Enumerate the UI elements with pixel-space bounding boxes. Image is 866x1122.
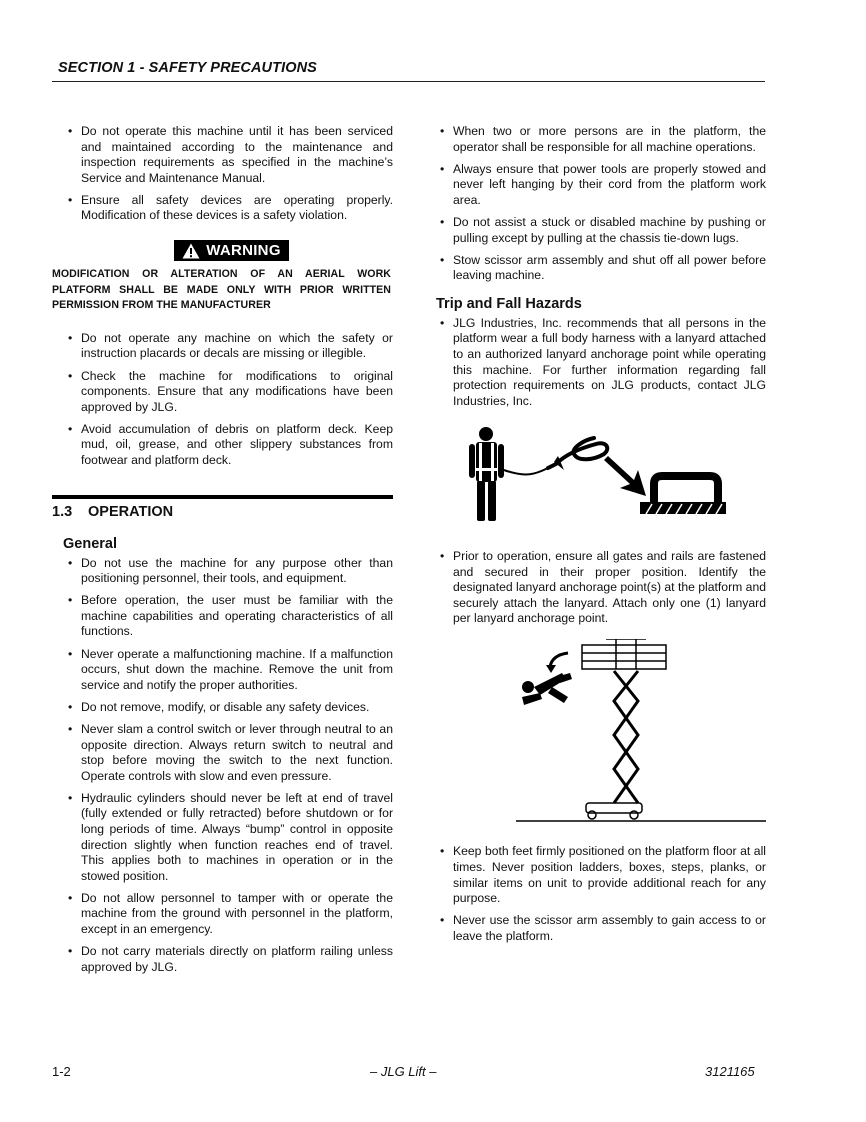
general-bullets xyxy=(52,556,393,976)
harness-person-icon xyxy=(469,427,504,521)
right-column xyxy=(436,124,766,951)
footer-brand: – JLG Lift – xyxy=(370,1064,437,1079)
list-item: • Always ensure that power tools are properly stowed and never left hanging by their cord from the platform work area. xyxy=(440,161,766,207)
anchorage-point-icon xyxy=(640,476,726,514)
list-item: • Do not assist a stuck or disabled machine by pushing or pulling except by pulling at the chassis tie-down lugs. xyxy=(440,214,766,245)
warning-triangle-icon xyxy=(182,243,200,259)
list-item: • Ensure all safety devices are operating properly. Modification of these devices is a safety violation. xyxy=(68,192,393,223)
list-item: • Check the machine for modifications to original components. Ensure that any modifications have been approved by JLG. xyxy=(68,368,393,414)
warning-banner xyxy=(174,240,289,261)
arrow-icon xyxy=(604,456,646,496)
list-item: • Never use the scissor arm assembly to gain access to or leave the platform. xyxy=(440,913,766,943)
lanyard-cord xyxy=(504,468,548,474)
right-top-bullets xyxy=(436,124,766,284)
list-item: • Stow scissor arm assembly and shut off all power before leaving machine. xyxy=(440,252,766,283)
scissor-arms-icon xyxy=(614,671,638,803)
chassis-icon xyxy=(586,803,642,819)
list-item: • Prior to operation, ensure all gates and rails are fastened and secured in their proper position. Identify the designated lanyard anchorage point(s) at the platform and securely attach the lanyard. Attach only one (1) lanyard per lanyard anchorage point. xyxy=(440,548,767,626)
falling-person-icon xyxy=(522,653,572,705)
left-top-bullets xyxy=(52,124,393,224)
section-number: 1.3 xyxy=(52,503,73,520)
list-item: • Before operation, the user must be familiar with the machine capabilities and operating characteristics of all functions. xyxy=(68,593,393,639)
list-item: • Do not operate any machine on which the safety or instruction placards or decals are missing or illegible. xyxy=(68,330,393,361)
section-header-title: SECTION 1 - SAFETY PRECAUTIONS xyxy=(58,60,317,76)
list-item: • Avoid accumulation of debris on platform deck. Keep mud, oil, grease, and other slippery substances from footwear and platform deck. xyxy=(68,421,393,467)
page-header xyxy=(52,60,765,82)
section-title: OPERATION xyxy=(88,503,174,520)
list-item: • Keep both feet firmly positioned on the platform floor at all times. Never position ladders, boxes, steps, planks, or similar items on unit to provide additional reach for any purpose. xyxy=(440,844,766,906)
list-item: • Do not use the machine for any purpose other than positioning personnel, their tools, and equipment. xyxy=(68,555,393,586)
list-item: • Do not allow personnel to tamper with or operate the machine from the ground with personnel in the platform, except in an emergency. xyxy=(68,890,393,937)
right-bottom-bullets xyxy=(436,844,766,944)
trip-bullets xyxy=(436,316,766,410)
list-item: • Do not remove, modify, or disable any safety devices. xyxy=(68,699,370,714)
list-item: • Never slam a control switch or lever through neutral to an opposite direction. Always return switch to neutral and stop before moving the switch to the next function. Operate controls with slow and even pressure. xyxy=(68,721,393,783)
general-heading: General xyxy=(63,535,117,552)
platform-icon xyxy=(582,639,666,669)
section-heading xyxy=(52,495,393,521)
list-item: • When two or more persons are in the platform, the operator shall be responsible for all machine operations. xyxy=(440,124,766,154)
list-item: • JLG Industries, Inc. recommends that all persons in the platform wear a full body harness with a lanyard attached to an authorized lanyard anchorage point while operating this machine. For further information regarding fall protection requirements on JLG products, contact JLG Industries, Inc. xyxy=(440,315,766,408)
document-number: 3121165 xyxy=(705,1064,755,1079)
list-item: • Do not carry materials directly on platform railing unless approved by JLG. xyxy=(68,944,393,974)
left-mid-bullets xyxy=(52,331,393,469)
list-item: • Do not operate this machine until it has been serviced and maintained according to the maintenance and inspection requirements as specified in the machine’s Service and Maintenance Manual. xyxy=(68,124,393,185)
trip-fall-heading: Trip and Fall Hazards xyxy=(436,295,582,312)
warning-text: MODIFICATION OR ALTERATION OF AN AERIAL WORK PLATFORM SHALL BE MADE ONLY WITH PRIOR WRITTEN PERMISSION FROM THE MANUFACTURER xyxy=(52,268,391,312)
scissor-lift-fall-illustration xyxy=(516,639,766,825)
right-mid-bullets xyxy=(436,549,766,627)
harness-lanyard-illustration xyxy=(466,426,726,526)
list-item: • Hydraulic cylinders should never be left at end of travel (fully extended or fully retracted) before shutdown or for long periods of time. Always “bump” control in opposite direction slightly when function reaches end of travel. This applies both to machines in operation or in the stowed position. xyxy=(68,790,393,883)
left-column xyxy=(52,124,393,982)
page-number: 1-2 xyxy=(52,1064,71,1079)
list-item: • Never operate a malfunctioning machine. If a malfunction occurs, shut down the machine. Remove the unit from service and notify the proper authorities. xyxy=(68,646,393,692)
warning-label: WARNING xyxy=(206,242,281,260)
